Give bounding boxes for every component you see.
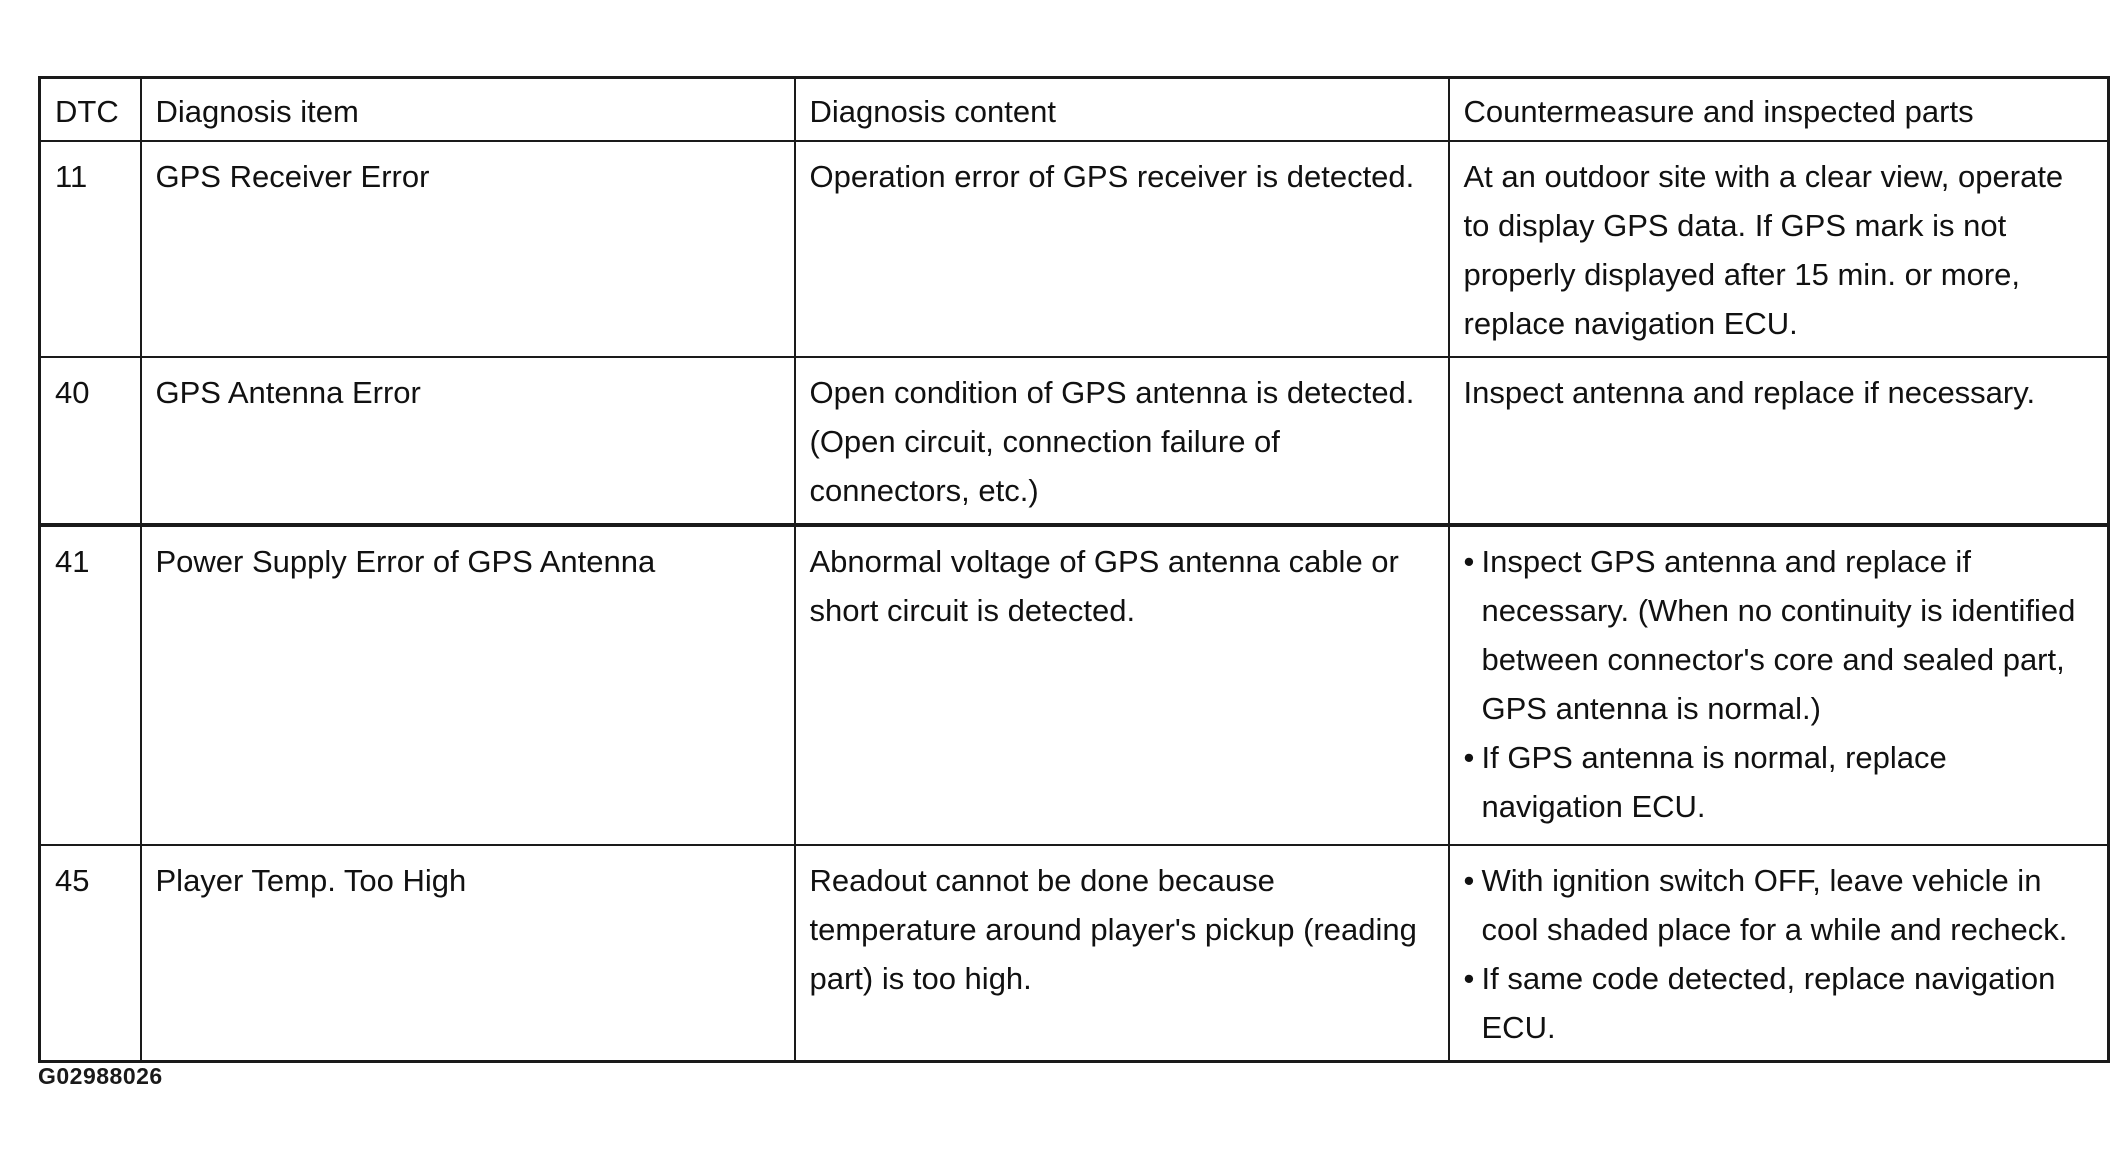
table-row xyxy=(40,357,2109,525)
cell-countermeasure: At an outdoor site with a clear view, operate to display GPS data. If GPS mark is not properly displayed after 15 min. or more, replace navigation ECU. xyxy=(1449,141,2109,357)
countermeasure-bullet: • If same code detected, replace navigation ECU. xyxy=(1464,954,2094,1052)
table-row xyxy=(40,141,2109,357)
countermeasure-bullet: • Inspect GPS antenna and replace if necessary. (When no continuity is identified between connector's core and sealed part, GPS antenna is normal.) xyxy=(1464,537,2094,733)
cell-diagnosis-content: Open condition of GPS antenna is detected. (Open circuit, connection failure of connectors, etc.) xyxy=(795,357,1449,525)
cell-diagnosis-item: GPS Antenna Error xyxy=(141,357,795,525)
table-row xyxy=(40,845,2109,1062)
cell-dtc: 41 xyxy=(40,525,141,845)
cell-diagnosis-item: Player Temp. Too High xyxy=(141,845,795,1062)
table-header-row xyxy=(40,78,2109,142)
countermeasure-list xyxy=(1464,537,2094,831)
cell-dtc: 45 xyxy=(40,845,141,1062)
header-diagnosis-content: Diagnosis content xyxy=(795,78,1449,142)
cell-dtc: 40 xyxy=(40,357,141,525)
cell-diagnosis-content: Operation error of GPS receiver is detected. xyxy=(795,141,1449,357)
cell-diagnosis-item: GPS Receiver Error xyxy=(141,141,795,357)
cell-countermeasure: Inspect antenna and replace if necessary. xyxy=(1449,357,2109,525)
cell-countermeasure xyxy=(1449,845,2109,1062)
countermeasure-bullet: • With ignition switch OFF, leave vehicle in cool shaded place for a while and recheck. xyxy=(1464,856,2094,954)
header-diagnosis-item: Diagnosis item xyxy=(141,78,795,142)
countermeasure-bullet: • If GPS antenna is normal, replace navigation ECU. xyxy=(1464,733,2094,831)
cell-diagnosis-content: Abnormal voltage of GPS antenna cable or short circuit is detected. xyxy=(795,525,1449,845)
table-row xyxy=(40,525,2109,845)
header-dtc: DTC xyxy=(40,78,141,142)
figure-code: G02988026 xyxy=(38,1063,163,1089)
countermeasure-list xyxy=(1464,856,2094,1052)
header-countermeasure: Countermeasure and inspected parts xyxy=(1449,78,2109,142)
cell-diagnosis-item: Power Supply Error of GPS Antenna xyxy=(141,525,795,845)
cell-countermeasure xyxy=(1449,525,2109,845)
cell-dtc: 11 xyxy=(40,141,141,357)
dtc-diagnosis-table xyxy=(38,76,2110,1063)
cell-diagnosis-content: Readout cannot be done because temperature around player's pickup (reading part) is too high. xyxy=(795,845,1449,1062)
